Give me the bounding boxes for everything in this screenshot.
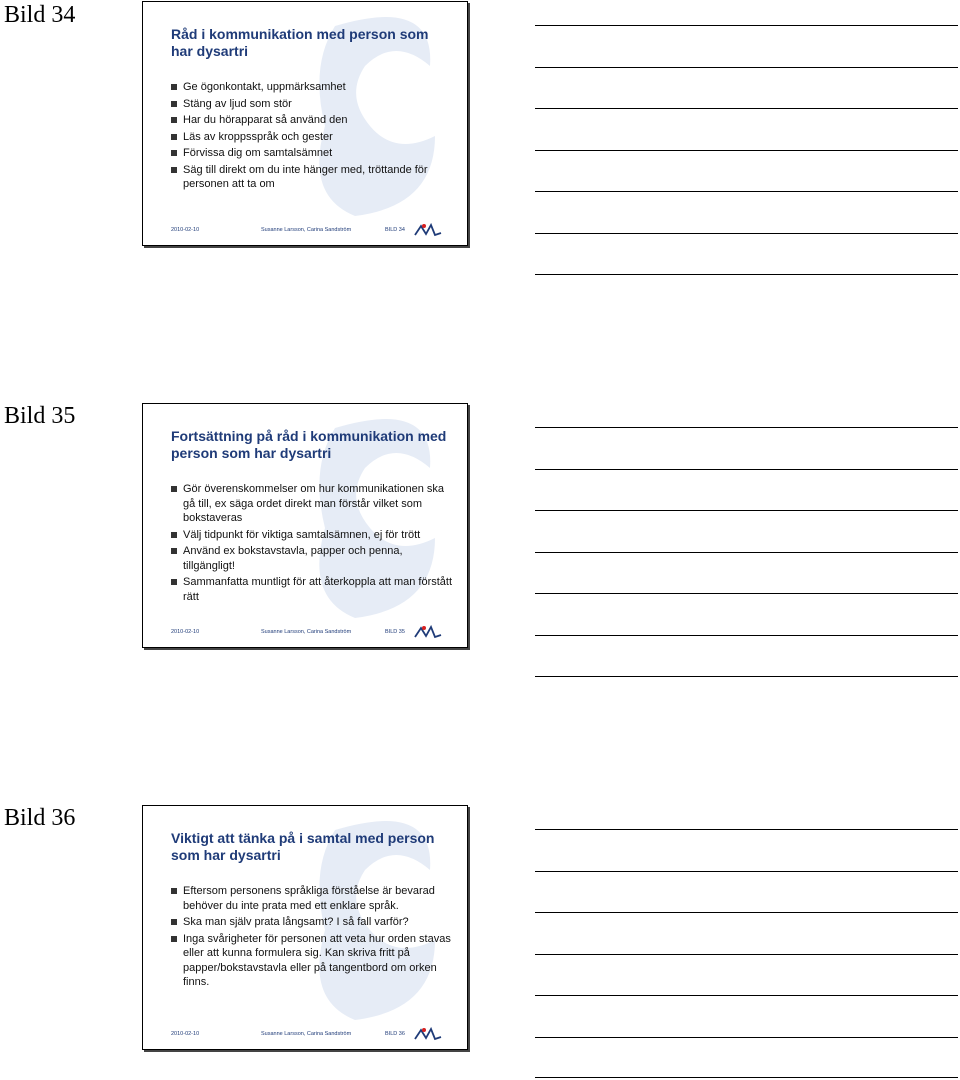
- note-line: [535, 191, 958, 192]
- footer-date: 2010-02-10: [171, 629, 200, 635]
- square-bullet-icon: [171, 84, 177, 90]
- bullet-list: [171, 80, 455, 194]
- slide-footer: [171, 625, 443, 639]
- note-line: [535, 1077, 958, 1078]
- note-line: [535, 1037, 958, 1038]
- slide-footer: [171, 1027, 443, 1041]
- note-line: [535, 427, 958, 428]
- footer-slide-number: BILD 34: [385, 227, 405, 233]
- note-line: [535, 25, 958, 26]
- bullet-item: Inga svårigheter för personen att veta hur orden stavas eller att kunna formulera sig. Kan skriva fritt på papper/bokstavstavla eller på tangentbord om orken finns.: [171, 932, 455, 990]
- note-line: [535, 676, 958, 677]
- slide-title: Råd i kommunikation med person som har dysartri: [171, 26, 429, 59]
- bullet-item: Har du hörapparat så använd den: [171, 113, 455, 128]
- bullet-item: Ska man själv prata långsamt? I så fall varför?: [171, 915, 455, 930]
- slide-36: [142, 805, 468, 1050]
- square-bullet-icon: [171, 579, 177, 585]
- bullet-item: Sammanfatta muntligt för att återkoppla att man förstått rätt: [171, 575, 455, 604]
- slide-title: Viktigt att tänka på i samtal med person som har dysartri: [171, 830, 435, 863]
- organization-logo-icon: [413, 1027, 443, 1041]
- bullet-item: Ge ögonkontakt, uppmärksamhet: [171, 80, 455, 95]
- square-bullet-icon: [171, 532, 177, 538]
- square-bullet-icon: [171, 117, 177, 123]
- footer-slide-number: BILD 36: [385, 1031, 405, 1037]
- footer-author: Susanne Larsson, Carina Sandström: [261, 227, 352, 233]
- bullet-item: Läs av kroppsspråk och gester: [171, 130, 455, 145]
- note-line: [535, 510, 958, 511]
- bullet-list: [171, 482, 455, 606]
- note-line: [535, 871, 958, 872]
- note-line: [535, 233, 958, 234]
- bullet-item: Välj tidpunkt för viktiga samtalsämnen, ej för trött: [171, 528, 455, 543]
- footer-date: 2010-02-10: [171, 1031, 200, 1037]
- bullet-list: [171, 884, 455, 992]
- square-bullet-icon: [171, 167, 177, 173]
- square-bullet-icon: [171, 486, 177, 492]
- bullet-item: Stäng av ljud som stör: [171, 97, 455, 112]
- page-label-bild-35: Bild 35: [4, 403, 76, 429]
- slide-title: Fortsättning på råd i kommunikation med person som har dysartri: [171, 428, 447, 461]
- slide-footer: [171, 223, 443, 237]
- note-line: [535, 995, 958, 996]
- organization-logo-icon: [413, 223, 443, 237]
- square-bullet-icon: [171, 150, 177, 156]
- slide-35: [142, 403, 468, 648]
- note-line: [535, 593, 958, 594]
- note-line: [535, 552, 958, 553]
- note-line: [535, 108, 958, 109]
- bullet-item: Använd ex bokstavstavla, papper och penna, tillgängligt!: [171, 544, 455, 573]
- square-bullet-icon: [171, 919, 177, 925]
- bullet-item: Eftersom personens språkliga förståelse är bevarad behöver du inte prata med ett enklare språk.: [171, 884, 455, 913]
- square-bullet-icon: [171, 936, 177, 942]
- note-line: [535, 274, 958, 275]
- square-bullet-icon: [171, 134, 177, 140]
- square-bullet-icon: [171, 888, 177, 894]
- footer-date: 2010-02-10: [171, 227, 200, 233]
- bullet-item: Förvissa dig om samtalsämnet: [171, 146, 455, 161]
- footer-slide-number: BILD 35: [385, 629, 405, 635]
- bullet-item: Säg till direkt om du inte hänger med, tröttande för personen att ta om: [171, 163, 455, 192]
- page-label-bild-36: Bild 36: [4, 805, 76, 831]
- bullet-item: Gör överenskommelser om hur kommunikationen ska gå till, ex säga ordet direkt man förstår vilket som bokstaveras: [171, 482, 455, 526]
- note-line: [535, 67, 958, 68]
- note-line: [535, 829, 958, 830]
- page-label-bild-34: Bild 34: [4, 2, 76, 28]
- footer-author: Susanne Larsson, Carina Sandström: [261, 629, 352, 635]
- note-line: [535, 912, 958, 913]
- square-bullet-icon: [171, 101, 177, 107]
- square-bullet-icon: [171, 548, 177, 554]
- slide-34: [142, 1, 468, 246]
- organization-logo-icon: [413, 625, 443, 639]
- note-line: [535, 954, 958, 955]
- note-line: [535, 635, 958, 636]
- footer-author: Susanne Larsson, Carina Sandström: [261, 1031, 352, 1037]
- note-line: [535, 150, 958, 151]
- note-line: [535, 469, 958, 470]
